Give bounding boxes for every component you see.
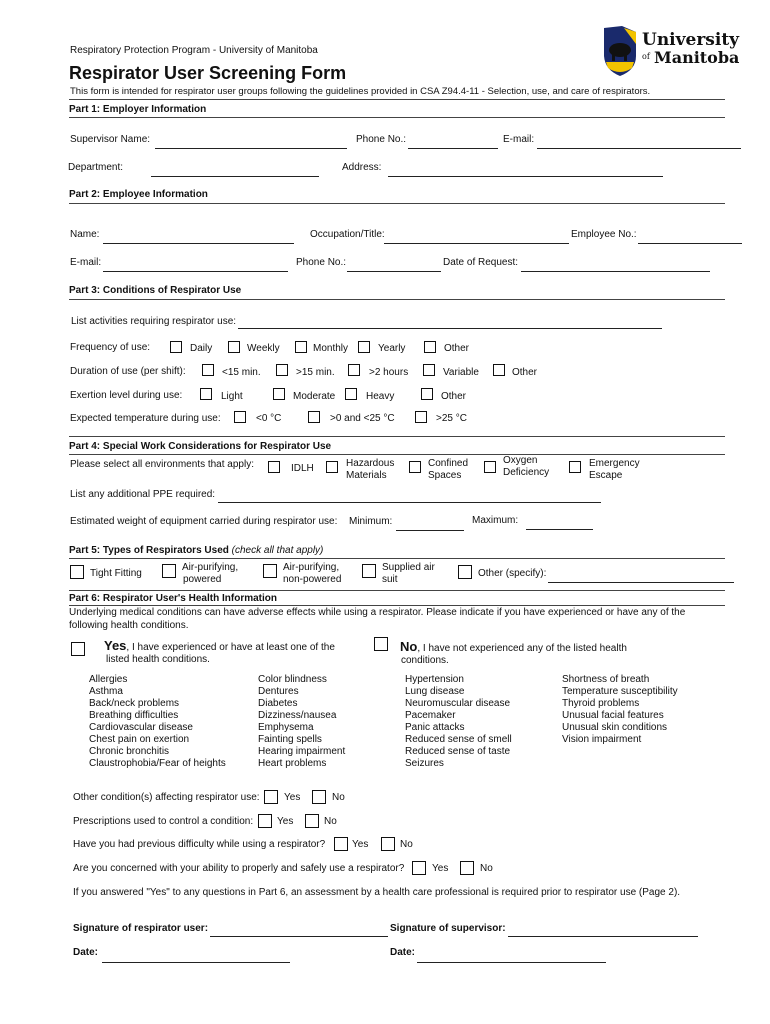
temperature-lt0-checkbox[interactable]: [234, 411, 246, 423]
department-label: Department:: [68, 162, 124, 173]
employee-no-field[interactable]: [638, 243, 742, 244]
exertion-heavy-checkbox[interactable]: [345, 388, 357, 400]
exertion-option: Other: [441, 391, 467, 402]
env-confined-label: Confined Spaces: [428, 458, 469, 481]
condition-item: Color blindness: [258, 674, 327, 685]
temperature-gt25-checkbox[interactable]: [415, 411, 427, 423]
condition-item: Chronic bronchitis: [89, 746, 170, 757]
tight-fitting-label: Tight Fitting: [90, 568, 142, 579]
department-field[interactable]: [151, 176, 319, 177]
logo-of: of: [642, 52, 650, 61]
environments-label: Please select all environments that apply:: [70, 459, 254, 470]
q2-yes-checkbox[interactable]: [258, 814, 272, 828]
date-of-request-label: Date of Request:: [443, 257, 519, 268]
supplied-air-checkbox[interactable]: [362, 564, 376, 578]
condition-item: Reduced sense of smell: [405, 734, 512, 745]
employee-phone-label: Phone No.:: [296, 257, 347, 268]
divider: [69, 436, 725, 437]
health-no-checkbox[interactable]: [374, 637, 388, 651]
q3-no-checkbox[interactable]: [381, 837, 395, 851]
divider: [69, 605, 725, 606]
q4-no-label: No: [480, 863, 493, 874]
frequency-weekly-checkbox[interactable]: [228, 341, 240, 353]
health-yes-checkbox[interactable]: [71, 642, 85, 656]
divider: [69, 117, 725, 118]
duration-lt15-checkbox[interactable]: [202, 364, 214, 376]
conditions-column-1: [89, 674, 226, 770]
condition-item: Emphysema: [258, 722, 314, 733]
part3-heading: Part 3: Conditions of Respirator Use: [69, 285, 242, 296]
phone-label: Phone No.:: [356, 134, 407, 145]
ppe-field[interactable]: [218, 502, 601, 503]
supervisor-name-label: Supervisor Name:: [70, 134, 151, 145]
conditions-column-3: [405, 674, 512, 770]
duration-option: Other: [512, 367, 538, 378]
q3-yes-label: Yes: [352, 839, 369, 850]
q4-yes-label: Yes: [432, 863, 449, 874]
temperature-0to25-checkbox[interactable]: [308, 411, 320, 423]
apr-powered-label: Air-purifying, powered: [182, 562, 239, 585]
env-oxygen-checkbox[interactable]: [484, 461, 496, 473]
duration-option: Variable: [443, 367, 479, 378]
supervisor-email-field[interactable]: [537, 148, 741, 149]
divider: [69, 203, 725, 204]
exertion-option: Light: [221, 391, 243, 402]
condition-item: Unusual facial features: [562, 710, 664, 721]
part2-heading: Part 2: Employee Information: [69, 189, 208, 200]
condition-item: Chest pain on exertion: [89, 734, 190, 745]
weight-minimum-label: Minimum:: [349, 516, 393, 527]
q1-label: Other condition(s) affecting respirator use:: [73, 792, 260, 803]
duration-variable-checkbox[interactable]: [423, 364, 435, 376]
signature-supervisor-label: Signature of supervisor:: [390, 923, 506, 934]
condition-item: Breathing difficulties: [89, 710, 179, 721]
logo-shield-icon: [602, 24, 638, 78]
condition-item: Cardiovascular disease: [89, 722, 193, 733]
q2-yes-label: Yes: [277, 816, 294, 827]
employee-email-field[interactable]: [103, 271, 288, 272]
part6-intro-line1: Underlying medical conditions can have adverse effects while using a respirator. Please indicate if you have experienced or have any of the: [69, 607, 686, 618]
divider: [69, 590, 725, 591]
signature-supervisor-field[interactable]: [508, 936, 698, 937]
env-confined-checkbox[interactable]: [409, 461, 421, 473]
frequency-other-checkbox[interactable]: [424, 341, 436, 353]
occupation-field[interactable]: [384, 243, 569, 244]
logo-manitoba: Manitoba: [654, 48, 740, 67]
condition-item: Back/neck problems: [89, 698, 180, 709]
q1-yes-checkbox[interactable]: [264, 790, 278, 804]
health-yes-label: Yes, I have experienced or have at least one of the: [104, 638, 335, 653]
part1-heading: Part 1: Employer Information: [69, 104, 207, 115]
divider: [69, 454, 725, 455]
part6-intro-line2: following health conditions.: [69, 620, 189, 631]
email-label: E-mail:: [503, 134, 535, 145]
frequency-label: Frequency of use:: [70, 342, 151, 353]
condition-item: Heart problems: [258, 758, 327, 769]
duration-other-checkbox[interactable]: [493, 364, 505, 376]
exertion-option: Moderate: [293, 391, 336, 402]
address-label: Address:: [342, 162, 382, 173]
other-respirator-checkbox[interactable]: [458, 565, 472, 579]
other-respirator-label: Other (specify):: [478, 568, 547, 579]
condition-item: Vision impairment: [562, 734, 642, 745]
weight-maximum-field[interactable]: [526, 529, 593, 530]
env-oxygen-label: Oxygen Deficiency: [503, 455, 550, 478]
divider: [69, 299, 725, 300]
exertion-other-checkbox[interactable]: [421, 388, 433, 400]
health-no-label: No, I have not experienced any of the listed health: [400, 639, 627, 654]
duration-option: >15 min.: [296, 367, 335, 378]
exertion-moderate-checkbox[interactable]: [273, 388, 285, 400]
health-yes-label-line2: listed health conditions.: [106, 654, 210, 665]
weight-maximum-label: Maximum:: [472, 515, 519, 526]
condition-item: Temperature susceptibility: [562, 686, 678, 697]
activities-label: List activities requiring respirator use:: [71, 316, 237, 327]
activities-field[interactable]: [238, 328, 662, 329]
conditions-column-2: [258, 674, 345, 770]
q3-yes-checkbox[interactable]: [334, 837, 348, 851]
duration-gt2h-checkbox[interactable]: [348, 364, 360, 376]
condition-item: Asthma: [89, 686, 123, 697]
duration-option: >2 hours: [369, 367, 409, 378]
q2-label: Prescriptions used to control a condition:: [73, 816, 254, 827]
frequency-monthly-checkbox[interactable]: [295, 341, 307, 353]
env-emergency-checkbox[interactable]: [569, 461, 581, 473]
exertion-label: Exertion level during use:: [70, 390, 183, 401]
temperature-label: Expected temperature during use:: [70, 413, 221, 424]
condition-item: Claustrophobia/Fear of heights: [89, 758, 226, 769]
temperature-option: <0 °C: [256, 413, 282, 424]
condition-item: Allergies: [89, 674, 128, 685]
frequency-daily-checkbox[interactable]: [170, 341, 182, 353]
date-of-request-field[interactable]: [521, 271, 710, 272]
condition-item: Pacemaker: [405, 710, 456, 721]
env-hazardous-checkbox[interactable]: [326, 461, 338, 473]
employee-email-label: E-mail:: [70, 257, 102, 268]
weight-minimum-field[interactable]: [396, 530, 464, 531]
duration-option: <15 min.: [222, 367, 261, 378]
divider: [69, 99, 725, 100]
exertion-light-checkbox[interactable]: [200, 388, 212, 400]
frequency-option: Daily: [190, 343, 213, 354]
q4-yes-checkbox[interactable]: [412, 861, 426, 875]
condition-item: Hypertension: [405, 674, 464, 685]
part6-heading: Part 6: Respirator User's Health Information: [69, 593, 277, 604]
employee-no-label: Employee No.:: [571, 229, 637, 240]
temperature-option: >0 and <25 °C: [330, 413, 395, 424]
supplied-air-label: Supplied air suit: [382, 562, 435, 585]
name-label: Name:: [70, 229, 100, 240]
tight-fitting-checkbox[interactable]: [70, 565, 84, 579]
q1-yes-label: Yes: [284, 792, 301, 803]
form-intro: This form is intended for respirator user groups following the guidelines provided in CSA Z94.4-11 - Selection, use, and care of respirators.: [70, 86, 651, 97]
apr-nonpowered-label: Air-purifying, non-powered: [283, 562, 342, 585]
q3-no-label: No: [400, 839, 413, 850]
supervisor-phone-field[interactable]: [408, 148, 498, 149]
frequency-option: Other: [444, 343, 470, 354]
env-idlh-label: IDLH: [291, 463, 314, 474]
duration-gt15-checkbox[interactable]: [276, 364, 288, 376]
temperature-option: >25 °C: [436, 413, 467, 424]
condition-item: Panic attacks: [405, 722, 465, 733]
env-idlh-checkbox[interactable]: [268, 461, 280, 473]
signature-user-label: Signature of respirator user:: [73, 923, 209, 934]
ppe-label: List any additional PPE required:: [70, 489, 216, 500]
signature-user-field[interactable]: [210, 936, 388, 937]
q1-no-label: No: [332, 792, 345, 803]
condition-item: Unusual skin conditions: [562, 722, 668, 733]
conditions-column-4: [562, 674, 678, 746]
other-respirator-field[interactable]: [548, 582, 734, 583]
divider: [69, 558, 725, 559]
date-supervisor-field[interactable]: [417, 962, 606, 963]
health-no-label-line2: conditions.: [401, 655, 449, 666]
condition-item: Reduced sense of taste: [405, 746, 511, 757]
apr-nonpowered-checkbox[interactable]: [263, 564, 277, 578]
env-hazardous-label: Hazardous Materials: [346, 458, 395, 481]
apr-powered-checkbox[interactable]: [162, 564, 176, 578]
frequency-option: Monthly: [313, 343, 349, 354]
q2-no-label: No: [324, 816, 337, 827]
q3-label: Have you had previous difficulty while using a respirator?: [73, 839, 326, 850]
employee-name-field[interactable]: [103, 243, 294, 244]
condition-item: Hearing impairment: [258, 746, 346, 757]
q4-no-checkbox[interactable]: [460, 861, 474, 875]
q4-label: Are you concerned with your ability to properly and safely use a respirator?: [73, 863, 405, 874]
part5-heading: Part 5: Types of Respirators Used (check all that apply): [69, 545, 324, 556]
supervisor-name-field[interactable]: [155, 148, 347, 149]
program-name: Respiratory Protection Program - University of Manitoba: [70, 45, 318, 56]
condition-item: Lung disease: [405, 686, 465, 697]
exertion-option: Heavy: [366, 391, 395, 402]
weight-label: Estimated weight of equipment carried during respirator use:: [70, 516, 338, 527]
occupation-label: Occupation/Title:: [310, 229, 385, 240]
q1-no-checkbox[interactable]: [312, 790, 326, 804]
condition-item: Shortness of breath: [562, 674, 650, 685]
condition-item: Dizziness/nausea: [258, 710, 337, 721]
q2-no-checkbox[interactable]: [305, 814, 319, 828]
employee-phone-field[interactable]: [347, 271, 441, 272]
condition-item: Fainting spells: [258, 734, 322, 745]
condition-item: Diabetes: [258, 698, 298, 709]
part6-note: If you answered "Yes" to any questions in Part 6, an assessment by a health care professional is required prior to respirator use (Page 2).: [73, 887, 681, 898]
frequency-option: Yearly: [378, 343, 406, 354]
part4-heading: Part 4: Special Work Considerations for Respirator Use: [69, 441, 332, 452]
condition-item: Seizures: [405, 758, 444, 769]
duration-label: Duration of use (per shift):: [70, 366, 186, 377]
frequency-option: Weekly: [247, 343, 280, 354]
condition-item: Dentures: [258, 686, 299, 697]
env-emergency-label: Emergency Escape: [589, 458, 640, 481]
date-user-label: Date:: [73, 947, 99, 958]
condition-item: Thyroid problems: [562, 698, 640, 709]
form-title: Respirator User Screening Form: [69, 63, 347, 83]
condition-item: Neuromuscular disease: [405, 698, 511, 709]
logo-university: University: [642, 30, 740, 50]
date-supervisor-label: Date:: [390, 947, 416, 958]
date-user-field[interactable]: [102, 962, 290, 963]
frequency-yearly-checkbox[interactable]: [358, 341, 370, 353]
address-field[interactable]: [388, 176, 663, 177]
